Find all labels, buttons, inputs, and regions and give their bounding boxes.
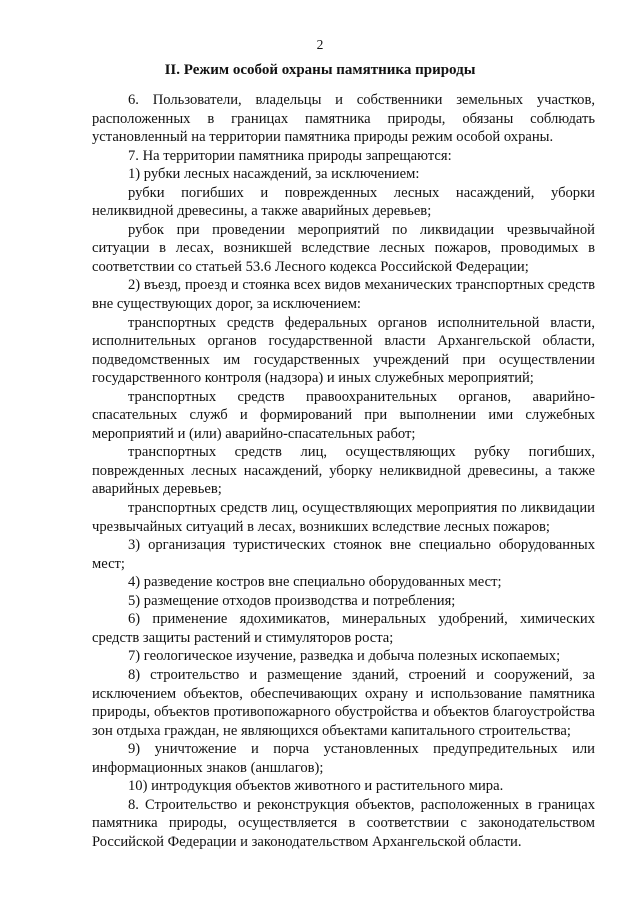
item-2-exception-government: транспортных средств федеральных органов исполнительной власти, исполнительных органов государственной власти Архангельской области, подведомственных им государственных учреждений при осуществлении государственного контроля (надзора) и иных служебных мероприятий; xyxy=(92,314,595,387)
item-8-construction: 8) строительство и размещение зданий, строений и сооружений, за исключением объектов, обеспечивающих охрану и использование памятника природы, объектов противопожарного обустройства и объектов благоустройства зон отдыха граждан, не являющихся объектами капитального строительства; xyxy=(92,666,595,739)
item-9-signs: 9) уничтожение и порча установленных предупредительных или информационных знаков (аншлагов); xyxy=(92,741,595,776)
document-body xyxy=(92,91,595,851)
page-number: 2 xyxy=(316,37,324,52)
item-1-logging: 1) рубки лесных насаждений, за исключением: xyxy=(128,166,420,183)
item-7-mining: 7) геологическое изучение, разведка и добыча полезных ископаемых; xyxy=(128,648,561,665)
item-5-waste: 5) размещение отходов производства и потребления; xyxy=(128,592,456,609)
paragraph-8-construction-rules: 8. Строительство и реконструкция объектов, расположенных в границах памятника природы, осуществляется в соответствии с законодательством Российской Федерации и законодательством Архангельской области. xyxy=(92,796,595,850)
item-6-chemicals: 6) применение ядохимикатов, минеральных удобрений, химических средств защиты растений и стимуляторов роста; xyxy=(92,611,595,646)
item-2-vehicles: 2) въезд, проезд и стоянка всех видов механических транспортных средств вне существующих дорог, за исключением: xyxy=(92,277,595,313)
item-3-tourist-camps: 3) организация туристических стоянок вне специально оборудованных мест; xyxy=(92,537,595,572)
item-2-exception-law-enforcement: транспортных средств правоохранительных органов, аварийно-спасательных служб и формирований при выполнении ими служебных мероприятий и (или) аварийно-спасательных работ; xyxy=(92,388,595,442)
paragraph-7-prohibitions-intro: 7. На территории памятника природы запрещаются: xyxy=(128,147,452,164)
item-1-exception-dead-trees: рубки погибших и поврежденных лесных насаждений, уборки неликвидной древесины, а также аварийных деревьев; xyxy=(92,184,595,220)
item-1-exception-emergency: рубок при проведении мероприятий по ликвидации чрезвычайной ситуации в лесах, возникшей вследствие лесных пожаров, проводимых в соответствии со статьей 53.6 Лесного кодекса Российской Федерации; xyxy=(92,221,595,275)
item-2-exception-logging-crews: транспортных средств лиц, осуществляющих рубку погибших, поврежденных лесных насаждений, уборку неликвидной древесины, а также аварийных деревьев; xyxy=(92,444,595,498)
item-2-exception-emergency-crews: транспортных средств лиц, осуществляющих мероприятия по ликвидации чрезвычайных ситуаций в лесах, возникших вследствие лесных пожаров; xyxy=(92,500,595,535)
item-10-introduction: 10) интродукция объектов животного и растительного мира. xyxy=(128,778,504,795)
item-4-campfires: 4) разведение костров вне специально оборудованных мест; xyxy=(128,574,502,591)
paragraph-6-users-obligations: 6. Пользователи, владельцы и собственники земельных участков, расположенных в границах памятника природы, обязаны соблюдать установленный на территории памятника природы режим особой охраны. xyxy=(92,92,595,146)
section-title: II. Режим особой охраны памятника природы xyxy=(164,62,476,78)
